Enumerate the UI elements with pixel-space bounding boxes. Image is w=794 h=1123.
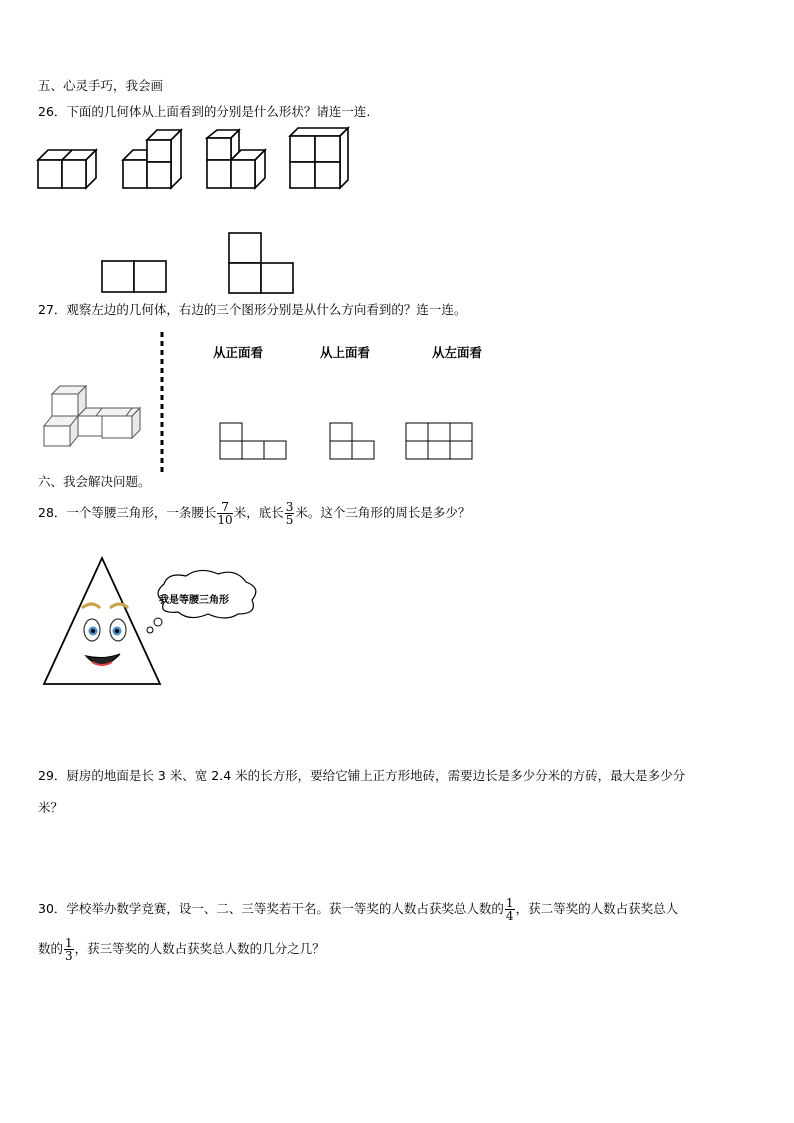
section-title: 五、心灵手巧，我会画 — [38, 78, 164, 93]
fraction: $\frac{1}{4}$ — [505, 896, 514, 923]
question-27-text: 27．观察左边的几何体，右边的三个图形分别是从什么方向看到的？连一连。 — [38, 302, 467, 317]
label-top-view: 从上面看 — [320, 345, 371, 360]
speech-bubble-text: 我是等腰三角形 — [159, 595, 229, 606]
question-30-line-2: 数的 $\frac{1}{3}$ ，获三等奖的人数占获奖总人数的几分之几？ — [38, 936, 325, 963]
question-29-line-2: 米？ — [38, 800, 64, 815]
isosceles-triangle-cartoon — [40, 556, 265, 690]
fraction: $\frac{3}{5}$ — [285, 500, 294, 527]
dashed-divider — [159, 332, 165, 472]
view-l-shape — [228, 232, 294, 294]
fraction: $\frac{1}{3}$ — [65, 936, 73, 963]
solid-2 — [121, 130, 183, 190]
question-30-line-1: 30．学校举办数学竞赛，设一、二、三等奖若干名。获一等奖的人数占获奖总人数的 $\frac{1}{4}$ ，获二等奖的人数占获奖总人 — [38, 896, 679, 923]
fraction: $\frac{7}{10}$ — [217, 500, 233, 527]
question-26-text: 26．下面的几何体从上面看到的分别是什么形状？请连一连. — [38, 104, 371, 119]
view-grid-left — [405, 422, 475, 462]
label-front-view: 从正面看 — [213, 345, 264, 360]
section-title: 六、我会解决问题。 — [38, 474, 151, 489]
view-two-squares — [101, 260, 167, 294]
label-left-view: 从左面看 — [432, 345, 483, 360]
question-29-line-1: 29．厨房的地面是长 3 米、宽 2.4 米的长方形，要给它铺上正方形地砖，需要边长是多少分米的方砖，最大是多少分 — [38, 768, 686, 783]
cube-arrangement — [42, 386, 142, 448]
solid-4 — [288, 128, 352, 190]
view-grid-top — [329, 422, 377, 462]
view-grid-front — [219, 422, 289, 462]
question-28-text: 28．一个等腰三角形，一条腰长 $\frac{7}{10}$ 米，底长 $\frac{3}{5}$ 米。这个三角形的周长是多少？ — [38, 500, 471, 527]
solid-3 — [205, 130, 267, 190]
solid-1 — [36, 144, 98, 190]
